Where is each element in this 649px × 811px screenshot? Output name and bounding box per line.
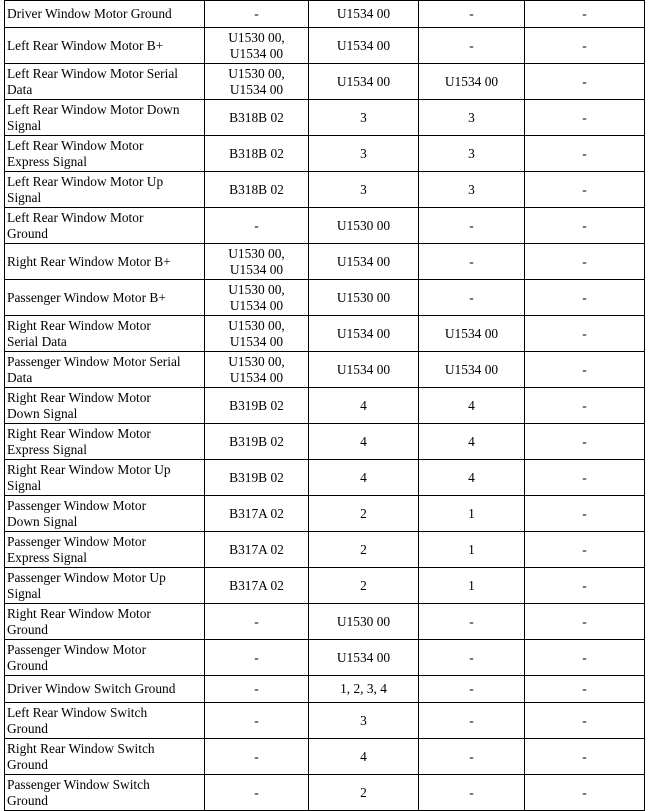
short-to-ground-cell: -	[205, 775, 309, 811]
short-to-ground-cell: B319B 02	[205, 424, 309, 460]
circuit-name-cell: Right Rear Window Switch Ground	[5, 739, 205, 775]
open-high-resistance-cell: U1534 00	[309, 640, 419, 676]
signal-performance-cell: -	[525, 28, 645, 64]
signal-performance-cell: -	[525, 64, 645, 100]
signal-performance-cell: -	[525, 136, 645, 172]
short-to-voltage-cell: 1	[419, 568, 525, 604]
signal-performance-cell: -	[525, 172, 645, 208]
open-high-resistance-cell: U1530 00	[309, 280, 419, 316]
circuit-name-cell: Left Rear Window Motor Serial Data	[5, 64, 205, 100]
short-to-ground-cell: -	[205, 1, 309, 28]
short-to-ground-cell: B317A 02	[205, 496, 309, 532]
open-high-resistance-cell: 1, 2, 3, 4	[309, 676, 419, 703]
circuit-name-cell: Passenger Window Motor Up Signal	[5, 568, 205, 604]
signal-performance-cell: -	[525, 739, 645, 775]
circuit-name-cell: Left Rear Window Motor B+	[5, 28, 205, 64]
short-to-ground-cell: -	[205, 676, 309, 703]
short-to-voltage-cell: -	[419, 604, 525, 640]
open-high-resistance-cell: U1530 00	[309, 208, 419, 244]
short-to-voltage-cell: -	[419, 280, 525, 316]
signal-performance-cell: -	[525, 703, 645, 739]
table-row	[5, 532, 645, 568]
circuit-name-cell: Left Rear Window Motor Ground	[5, 208, 205, 244]
signal-performance-cell: -	[525, 496, 645, 532]
diagnostic-table	[4, 0, 645, 811]
circuit-name-cell: Driver Window Switch Ground	[5, 676, 205, 703]
short-to-voltage-cell: -	[419, 208, 525, 244]
open-high-resistance-cell: 4	[309, 424, 419, 460]
open-high-resistance-cell: 2	[309, 775, 419, 811]
short-to-voltage-cell: -	[419, 703, 525, 739]
short-to-voltage-cell: 1	[419, 532, 525, 568]
table-row	[5, 280, 645, 316]
circuit-name-cell: Passenger Window Switch Ground	[5, 775, 205, 811]
table-row	[5, 703, 645, 739]
short-to-ground-cell: U1530 00, U1534 00	[205, 316, 309, 352]
table-row	[5, 388, 645, 424]
circuit-name-cell: Left Rear Window Motor Down Signal	[5, 100, 205, 136]
open-high-resistance-cell: U1534 00	[309, 1, 419, 28]
table-row	[5, 208, 645, 244]
table-row	[5, 136, 645, 172]
table-row	[5, 676, 645, 703]
table-row	[5, 496, 645, 532]
short-to-ground-cell: B318B 02	[205, 100, 309, 136]
short-to-ground-cell: -	[205, 640, 309, 676]
circuit-name-cell: Passenger Window Motor Express Signal	[5, 532, 205, 568]
table-row	[5, 739, 645, 775]
signal-performance-cell: -	[525, 676, 645, 703]
short-to-ground-cell: -	[205, 703, 309, 739]
signal-performance-cell: -	[525, 208, 645, 244]
signal-performance-cell: -	[525, 532, 645, 568]
open-high-resistance-cell: 2	[309, 496, 419, 532]
short-to-ground-cell: U1530 00, U1534 00	[205, 244, 309, 280]
circuit-name-cell: Passenger Window Motor Serial Data	[5, 352, 205, 388]
short-to-ground-cell: U1530 00, U1534 00	[205, 280, 309, 316]
circuit-name-cell: Passenger Window Motor B+	[5, 280, 205, 316]
circuit-name-cell: Right Rear Window Motor Express Signal	[5, 424, 205, 460]
signal-performance-cell: -	[525, 460, 645, 496]
open-high-resistance-cell: U1534 00	[309, 244, 419, 280]
short-to-voltage-cell: 3	[419, 100, 525, 136]
open-high-resistance-cell: U1534 00	[309, 64, 419, 100]
short-to-voltage-cell: -	[419, 640, 525, 676]
short-to-ground-cell: -	[205, 739, 309, 775]
open-high-resistance-cell: U1534 00	[309, 316, 419, 352]
short-to-ground-cell: B318B 02	[205, 172, 309, 208]
signal-performance-cell: -	[525, 1, 645, 28]
short-to-ground-cell: U1530 00, U1534 00	[205, 64, 309, 100]
signal-performance-cell: -	[525, 775, 645, 811]
signal-performance-cell: -	[525, 604, 645, 640]
open-high-resistance-cell: 3	[309, 100, 419, 136]
short-to-ground-cell: B319B 02	[205, 460, 309, 496]
table-row	[5, 244, 645, 280]
table-row	[5, 568, 645, 604]
table-row	[5, 352, 645, 388]
open-high-resistance-cell: 4	[309, 460, 419, 496]
short-to-voltage-cell: U1534 00	[419, 316, 525, 352]
short-to-ground-cell: U1530 00, U1534 00	[205, 352, 309, 388]
signal-performance-cell: -	[525, 280, 645, 316]
open-high-resistance-cell: 4	[309, 388, 419, 424]
table-row	[5, 64, 645, 100]
short-to-ground-cell: U1530 00, U1534 00	[205, 28, 309, 64]
short-to-ground-cell: -	[205, 604, 309, 640]
short-to-voltage-cell: 3	[419, 172, 525, 208]
short-to-ground-cell: -	[205, 208, 309, 244]
short-to-voltage-cell: 1	[419, 496, 525, 532]
short-to-voltage-cell: -	[419, 1, 525, 28]
table-row	[5, 100, 645, 136]
table-row	[5, 424, 645, 460]
signal-performance-cell: -	[525, 100, 645, 136]
open-high-resistance-cell: 3	[309, 703, 419, 739]
open-high-resistance-cell: 2	[309, 568, 419, 604]
short-to-voltage-cell: U1534 00	[419, 64, 525, 100]
table-row	[5, 775, 645, 811]
short-to-voltage-cell: -	[419, 28, 525, 64]
table-row	[5, 460, 645, 496]
short-to-ground-cell: B319B 02	[205, 388, 309, 424]
table-row	[5, 316, 645, 352]
signal-performance-cell: -	[525, 388, 645, 424]
signal-performance-cell: -	[525, 640, 645, 676]
circuit-name-cell: Left Rear Window Motor Up Signal	[5, 172, 205, 208]
short-to-voltage-cell: 4	[419, 460, 525, 496]
short-to-voltage-cell: 4	[419, 424, 525, 460]
signal-performance-cell: -	[525, 352, 645, 388]
short-to-voltage-cell: -	[419, 775, 525, 811]
signal-performance-cell: -	[525, 568, 645, 604]
signal-performance-cell: -	[525, 316, 645, 352]
signal-performance-cell: -	[525, 244, 645, 280]
circuit-name-cell: Passenger Window Motor Ground	[5, 640, 205, 676]
open-high-resistance-cell: 3	[309, 136, 419, 172]
short-to-ground-cell: B317A 02	[205, 568, 309, 604]
short-to-voltage-cell: -	[419, 739, 525, 775]
table-row	[5, 28, 645, 64]
circuit-name-cell: Left Rear Window Motor Express Signal	[5, 136, 205, 172]
short-to-voltage-cell: -	[419, 676, 525, 703]
open-high-resistance-cell: U1534 00	[309, 28, 419, 64]
short-to-voltage-cell: 3	[419, 136, 525, 172]
table-row	[5, 172, 645, 208]
short-to-voltage-cell: U1534 00	[419, 352, 525, 388]
circuit-name-cell: Passenger Window Motor Down Signal	[5, 496, 205, 532]
short-to-ground-cell: B317A 02	[205, 532, 309, 568]
short-to-voltage-cell: -	[419, 244, 525, 280]
open-high-resistance-cell: 4	[309, 739, 419, 775]
short-to-voltage-cell: 4	[419, 388, 525, 424]
signal-performance-cell: -	[525, 424, 645, 460]
circuit-name-cell: Right Rear Window Motor Up Signal	[5, 460, 205, 496]
diagnostic-table-body	[5, 1, 645, 811]
circuit-name-cell: Left Rear Window Switch Ground	[5, 703, 205, 739]
circuit-name-cell: Right Rear Window Motor Ground	[5, 604, 205, 640]
circuit-name-cell: Right Rear Window Motor Down Signal	[5, 388, 205, 424]
open-high-resistance-cell: U1534 00	[309, 352, 419, 388]
circuit-name-cell: Right Rear Window Motor B+	[5, 244, 205, 280]
open-high-resistance-cell: U1530 00	[309, 604, 419, 640]
open-high-resistance-cell: 3	[309, 172, 419, 208]
table-row	[5, 640, 645, 676]
table-row	[5, 1, 645, 28]
circuit-name-cell: Right Rear Window Motor Serial Data	[5, 316, 205, 352]
circuit-name-cell: Driver Window Motor Ground	[5, 1, 205, 28]
short-to-ground-cell: B318B 02	[205, 136, 309, 172]
table-row	[5, 604, 645, 640]
open-high-resistance-cell: 2	[309, 532, 419, 568]
